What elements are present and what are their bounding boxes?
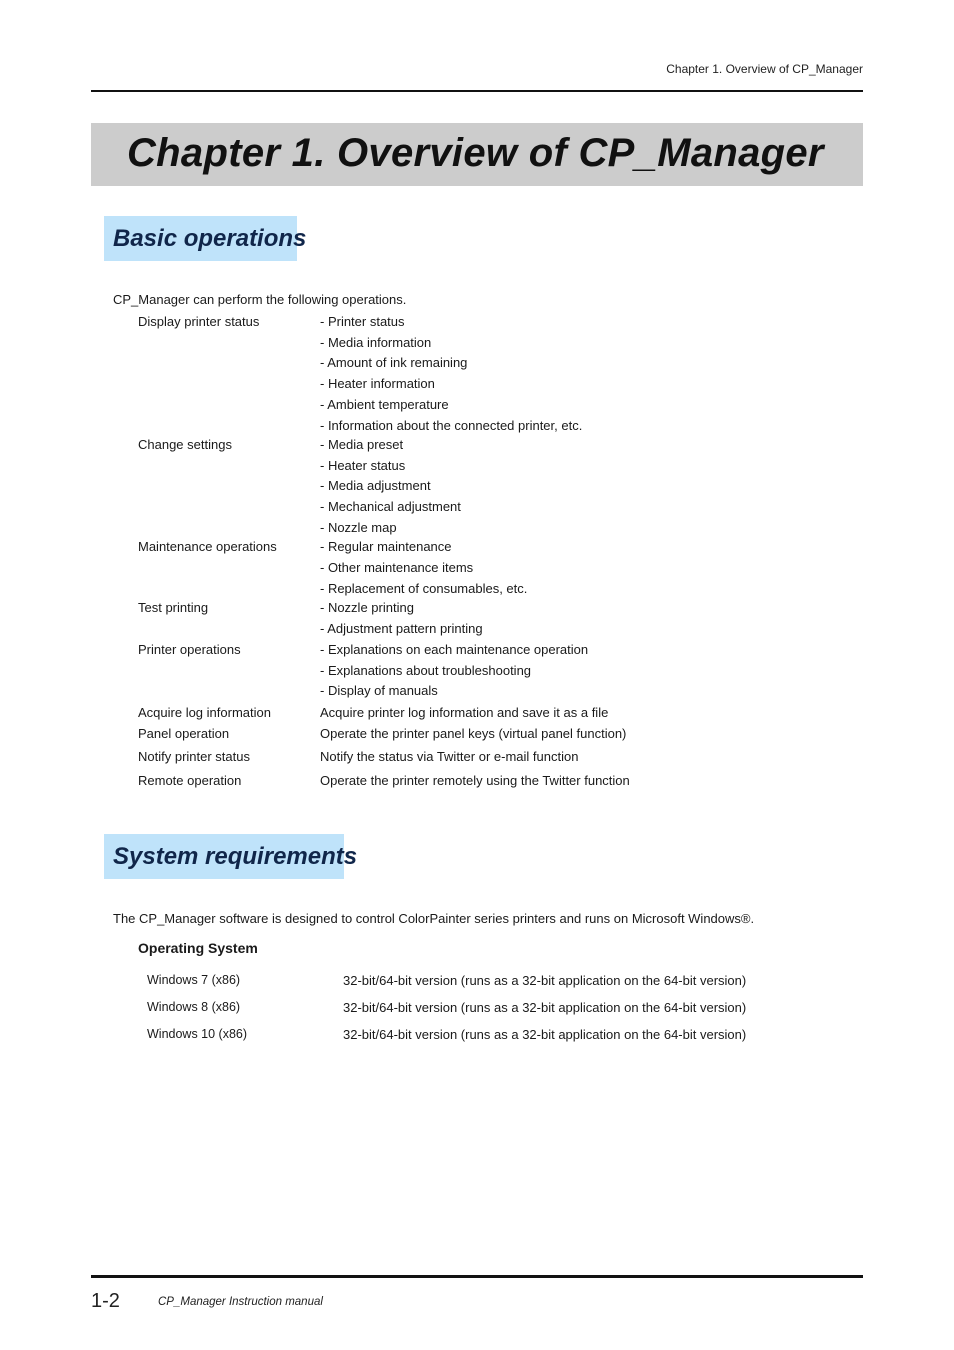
operation-item: - Nozzle map [320, 520, 397, 535]
operation-label: Printer operations [138, 642, 241, 657]
os-detail: 32-bit/64-bit version (runs as a 32-bit application on the 64-bit version) [343, 973, 747, 988]
operation-item: - Mechanical adjustment [320, 499, 461, 514]
operation-item: - Regular maintenance [320, 539, 452, 554]
os-name: Windows 10 (x86) [147, 1027, 248, 1041]
footer-divider [91, 1275, 863, 1278]
chapter-title-band [91, 123, 863, 186]
operation-label: Acquire log information [138, 705, 271, 720]
operation-label: Display printer status [138, 314, 260, 329]
page-number: 1-2 [91, 1290, 120, 1312]
running-header: Chapter 1. Overview of CP_Manager [666, 62, 863, 76]
os-name: Windows 8 (x86) [147, 1000, 241, 1014]
operation-item: Acquire printer log information and save it as a file [320, 705, 609, 720]
operation-label: Notify printer status [138, 749, 250, 764]
operation-item: - Amount of ink remaining [320, 355, 468, 370]
operation-item: - Nozzle printing [320, 600, 414, 615]
operation-item: - Replacement of consumables, etc. [320, 581, 528, 596]
chapter-title: Chapter 1. Overview of CP_Manager [127, 131, 824, 175]
operation-item: - Heater status [320, 458, 406, 473]
operation-item: - Heater information [320, 376, 435, 391]
operation-item: - Printer status [320, 314, 405, 329]
section-heading-basic-operations: Basic operations [104, 216, 297, 261]
operation-label: Remote operation [138, 773, 242, 788]
section-heading-system-requirements: System requirements [104, 834, 344, 879]
operation-item: - Media preset [320, 437, 404, 452]
operation-item: Notify the status via Twitter or e-mail function [320, 749, 579, 764]
operation-item: - Explanations about troubleshooting [320, 663, 532, 678]
manual-name: CP_Manager Instruction manual [158, 1296, 323, 1308]
system-requirements-intro: The CP_Manager software is designed to control ColorPainter series printers and runs on Microsoft Windows®. [113, 911, 755, 926]
os-detail: 32-bit/64-bit version (runs as a 32-bit application on the 64-bit version) [343, 1000, 747, 1015]
operation-label: Test printing [138, 600, 209, 615]
operation-item: - Media adjustment [320, 478, 431, 493]
os-name: Windows 7 (x86) [147, 973, 241, 987]
operation-item: - Other maintenance items [320, 560, 474, 575]
operation-item: - Information about the connected printer, etc. [320, 418, 583, 433]
operation-item: - Explanations on each maintenance operation [320, 642, 589, 657]
operation-item: Operate the printer remotely using the Twitter function [320, 773, 630, 788]
operation-item: - Ambient temperature [320, 397, 449, 412]
header-divider [91, 90, 863, 92]
operation-item: - Media information [320, 335, 432, 350]
basic-operations-intro: CP_Manager can perform the following operations. [113, 292, 407, 307]
operation-label: Panel operation [138, 726, 230, 741]
operation-label: Maintenance operations [138, 539, 277, 554]
operation-label: Change settings [138, 437, 232, 452]
operation-item: - Adjustment pattern printing [320, 621, 483, 636]
operating-system-heading: Operating System [138, 940, 258, 956]
operation-item: - Display of manuals [320, 683, 438, 698]
operation-item: Operate the printer panel keys (virtual panel function) [320, 726, 627, 741]
os-detail: 32-bit/64-bit version (runs as a 32-bit application on the 64-bit version) [343, 1027, 747, 1042]
